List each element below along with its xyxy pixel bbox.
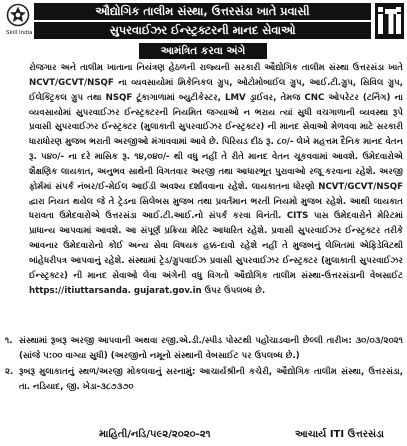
note-item (5, 334, 403, 363)
iti-emblem-icon (375, 3, 404, 39)
title-line-1: ઔદ્યોગિક તાલીમ સંસ્થા, ઉત્તરસંડા ખાતે પ્રવાસી (34, 3, 371, 20)
reference-number: માહિતી/નડિ/૫૯૨/૨૦૨૦-૨૧ (99, 429, 211, 440)
note-text: રૂબરૂ મુલાકાતનું સ્થળ/અરજી મોકલવાનું સરનામું: આચાર્યશ્રીની કચેરી, ઔદ્યોગિક તાલીમ સંસ્થા, ઉત્તરસંડા, તા. નડિયાદ, જી. ખેડા-૩૮૭૩૭૦ (19, 367, 403, 393)
notes-list (5, 334, 403, 422)
note-number: ૧. (5, 336, 13, 346)
logo-caption: Skill India (6, 30, 33, 36)
skill-india-emblem-icon (6, 3, 30, 29)
title-line-2: સુપરવાઈઝર ઈન્સ્ટ્રક્ટરની માનદ સેવાઓ (34, 22, 371, 39)
note-number: ૨. (5, 367, 14, 378)
notice-body (5, 61, 403, 328)
signatory: આચાર્ય ITI ઉત્તરસંડા (295, 429, 384, 440)
body-paragraph: રોજગાર અને તાલીમ ખાતાના નિયંત્રણ હેઠળની રાજ્યની સરકારી ઔદ્યોગિક તાલીમ સંસ્થા ઉત્તરસંડા ખાતે NCVT/GCVT/NSQF ના વ્યવસાયોમાં મિકેનિકલ ગ્રુપ, ઓટોમોબાઈલ ગ્રુપ, આઈ.ટી.ગ્રુપ, સિવિલ ગ્રુપ, ઈલેક્ટ્રિકલ ગ્રુપ તથા NSQF ટૂંકાગાળામાં બ્યુટીકેસ્ટર, LMV ડ્રાઈવર, તેમજ CNC ઓપરેટર (ટર્નિંગ) ના વ્યવસાયોમાં સુપરવાઈઝર ઈન્સ્ટ્રક્ટરની નિયમિત જગ્યાઓ ન ભરાય ત્યાં સુધી વચગાળાની વ્યવસ્થા રૂપે પ્રવાસી સુપરવાઈઝર ઈન્સ્ટ્રક્ટર (મુલાકાતી સુપરવાઈઝર ઈન્સ્ટ્રક્ટર) ની માનદ સેવાઓ મેળવવા માટે સરકારી ધારાધોરણ મુજબ ભરાતી અરજીઓ મંગાવવામાં આવે છે. પિરિયડ દીઠ રૂ. ૮૦/- લેખે મહત્તમ દૈનિક માનદ વેતન રૂ. ૫૪૦/- ના દરે માસિક રૂ. ૧૪,૦૪૦/- થી વધુ નહીં તે રીતે માનદ વેતન ચૂકવવામાં આવશે. ઉમેદવારોએ શૈક્ષણિક લાયકાત, અનુભવ સાથેની વિગતવાર અરજી તથા આધારભૂત પુરાવાઓ રજૂ કરવાના રહેશે. અરજી ફોર્મમાં સંપર્ક નંબર/ઈ-મેઈલ આઈડી અવશ્ય દર્શાવવાના રહેશે. લાયકાતના ધોરણો NCVT/GCVT/NSQF દ્વારા નિયત થયેલ જે તે ટ્રેડના સિલેબસ મુજબ તથા પ્રવર્તમાન ભરતી નિયમો મુજબ રહેશે. આથી લાયકાત ધરાવતા ઉમેદવારોએ ઉત્તરસંડા આઈ.ટી.આઈ.નો સંપર્ક કરવા વિનંતી. CITS પાસ ઉમેદવારોને મેરિટમાં પ્રાધાન્ય આપવામાં આવશે. આ સંપૂર્ણ પ્રક્રિયા મેરિટ આધારિત રહેશે. પ્રવાસી સુપરવાઈઝર ઈન્સ્ટ્રક્ટર તરીકે આવનાર ઉમેદવારોનો કોઈ અન્ય સેવા વિષયક હક્ક-દાવો રહેશે નહીં તે મુજબનું લેખિતમાં એફિડેવિટથી બાંહેધરીપત્ર આપવાનું રહેશે. સંસ્થામાં ટ્રેડ/ગ્રુપવાઈઝ પ્રવાસી સુપરવાઈઝર ઈન્સ્ટ્રક્ટર (મુલાકાતી સુપરવાઈઝર ઈન્સ્ટ્રક્ટર) ની માનદ સેવાઓ લેવા અંગેની વધુ વિગતો ઔદ્યોગિક તાલીમ સંસ્થા-ઉત્તરસંડાની વેબસાઈટ https://itiuttarsanda. gujarat.gov.in ઉપર ઉપલબ્ધ છે. (29, 63, 403, 296)
note-item (5, 365, 403, 394)
notice-subtitle: આમંત્રિત કરવા અંગે (139, 43, 267, 59)
skill-india-logo (6, 3, 33, 39)
iti-logo (375, 3, 404, 39)
footer (0, 426, 407, 446)
header (0, 0, 407, 40)
note-text: સંસ્થામાં રૂબરૂ અરજી આપવાની અથવા રજી.એ.ડી./સ્પીડ પોસ્ટથી પહોંચાડવાની છેલ્લી તારીખ: ૩૦/૦૩/૨૦૨૧ (સાંજે ૫:૦૦ વાગ્યા સુધી) (અરજીનો નમૂનો સંસ્થાની વેબસાઈટ પર ઉપલબ્ધ છે.) (19, 336, 403, 361)
